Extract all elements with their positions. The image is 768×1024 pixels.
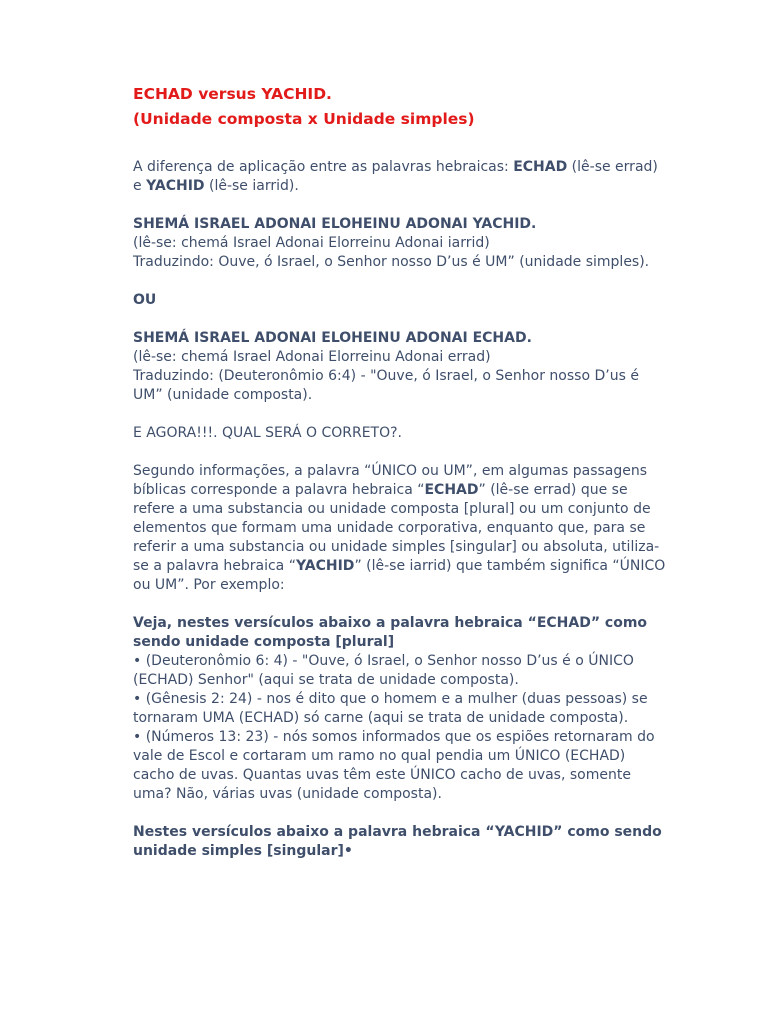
shema-echad-translation: Traduzindo: (Deuteronômio 6:4) - "Ouve, ó Israel, o Senhor nosso D’us é UM” (unidade composta). [133,368,639,403]
title-line-2: (Unidade composta x Unidade simples) [133,110,475,128]
shema-yachid-heading: SHEMÁ ISRAEL ADONAI ELOHEINU ADONAI YACHID. [133,216,537,232]
explanation-paragraph: Segundo informações, a palavra “ÚNICO ou UM”, em algumas passagens bíblicas corresponde a palavra hebraica “ECHAD” (lê-se errad) que se refere a uma substancia ou unidade composta [plural] ou um conjunto de elementos que formam uma unidade corporativa, enquanto que, para se referir a uma substancia ou unidade simples [singular] ou absoluta, utiliza-se a palavra hebraica “YACHID” (lê-se iarrid) que também significa “ÚNICO ou UM”. Por exemplo: [133,463,666,593]
echad-bullet-item: • (Números 13: 23) - nós somos informados que os espiões retornaram do vale de Escol e cortaram um ramo no qual pendia um ÚNICO (ECHAD) cacho de uvas. Quantas uvas têm este ÚNICO cacho de uvas, somente uma? Não, várias uvas (unidade composta). [133,729,655,802]
echad-bullet-item: • (Deuteronômio 6: 4) - "Ouve, ó Israel, o Senhor nosso D’us é o ÚNICO (ECHAD) Senhor" (aqui se trata de unidade composta). [133,653,634,688]
question-line: E AGORA!!!. QUAL SERÁ O CORRETO?. [133,425,403,441]
shema-echad-heading: SHEMÁ ISRAEL ADONAI ELOHEINU ADONAI ECHAD. [133,330,532,346]
shema-echad-pronunciation: (lê-se: chemá Israel Adonai Elorreinu Adonai errad) [133,349,491,365]
echad-section-heading: Veja, nestes versículos abaixo a palavra hebraica “ECHAD” como sendo unidade composta [plural] [133,615,648,650]
echad-bullet-item: • (Gênesis 2: 24) - nos é dito que o homem e a mulher (duas pessoas) se tornaram UMA (ECHAD) só carne (aqui se trata de unidade composta). [133,691,648,726]
ou-separator: OU [133,292,157,308]
title-line-1: ECHAD versus YACHID. [133,85,332,103]
shema-yachid-translation: Traduzindo: Ouve, ó Israel, o Senhor nosso D’us é UM” (unidade simples). [133,254,650,270]
shema-yachid-pronunciation: (lê-se: chemá Israel Adonai Elorreinu Adonai iarrid) [133,235,490,251]
intro-paragraph: A diferença de aplicação entre as palavras hebraicas: ECHAD (lê-se errad) e YACHID (lê-se iarrid). [133,159,658,194]
yachid-section-heading: Nestes versículos abaixo a palavra hebraica “YACHID” como sendo unidade simples [singular]• [133,824,662,859]
